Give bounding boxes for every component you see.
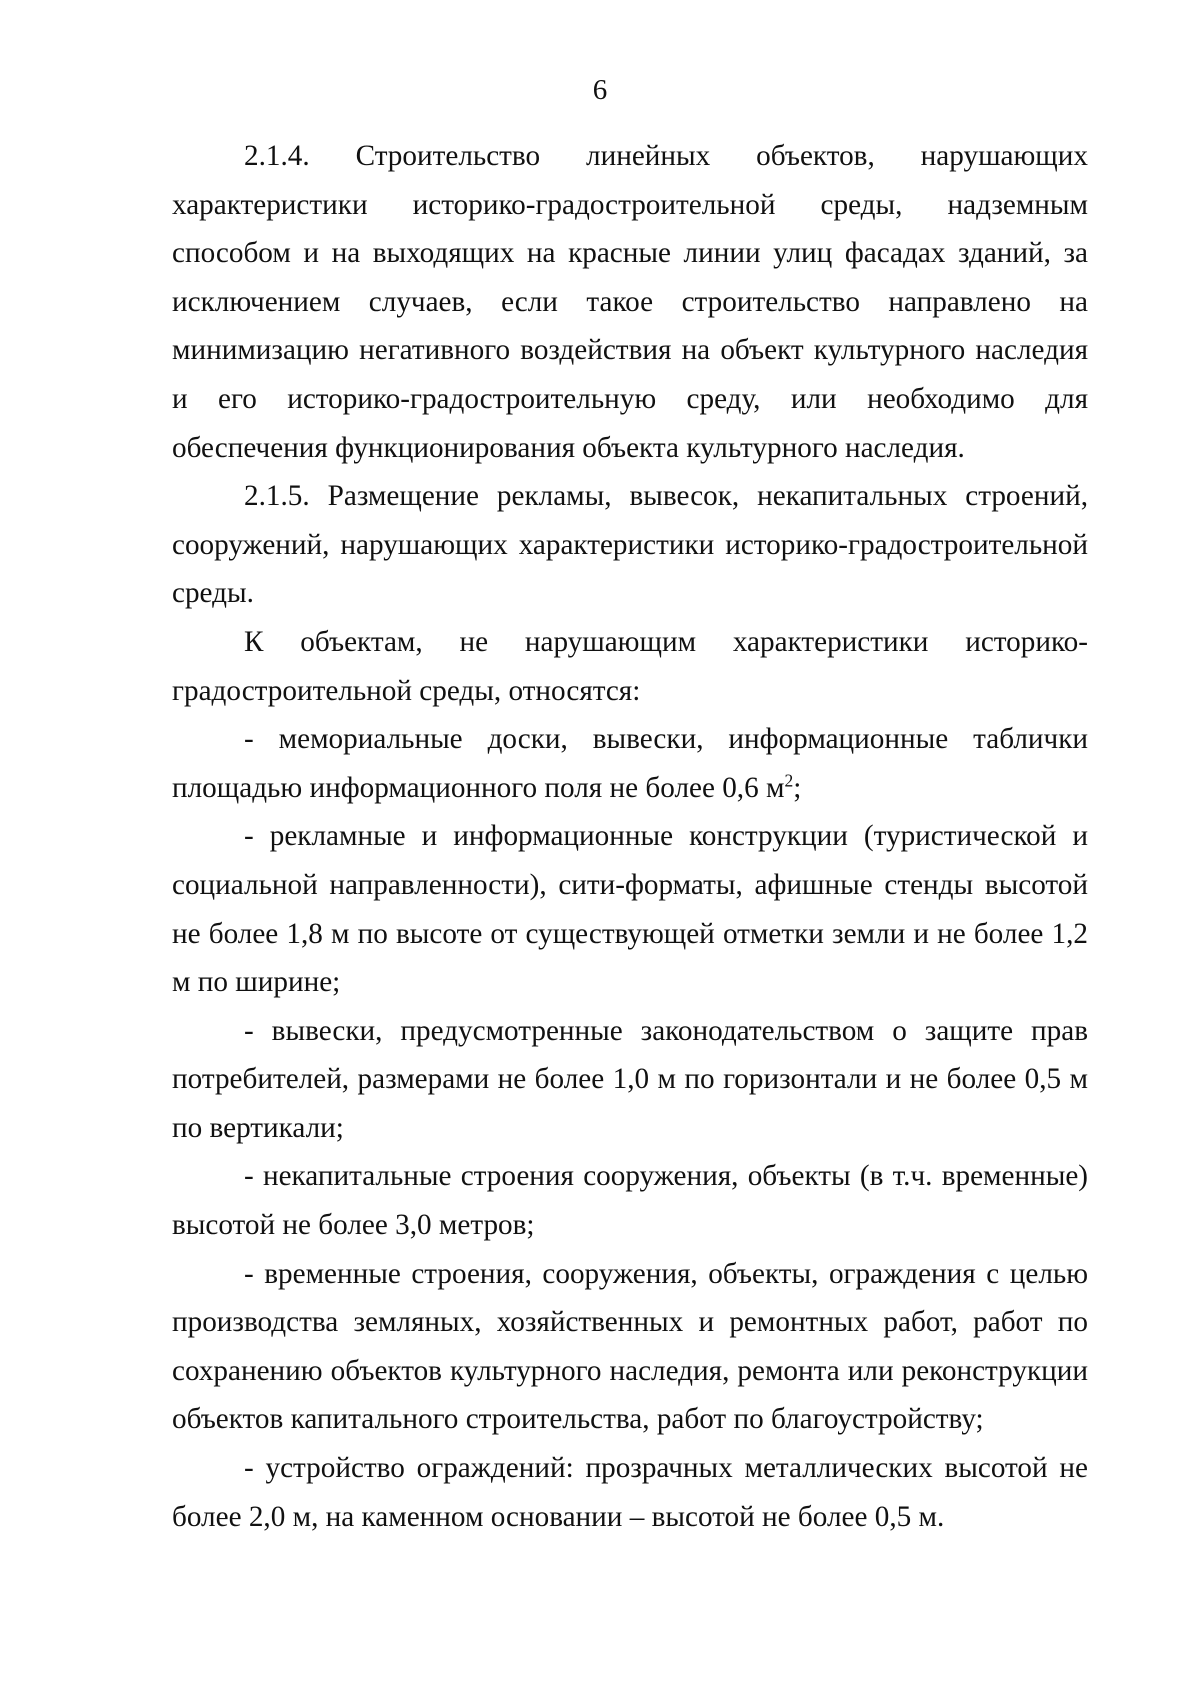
list-item-memorial-plaques — [172, 715, 1088, 812]
list-item-text: - мемориальные доски, вывески, информационные таблички площадью информационного поля не более 0,6 м — [172, 723, 1088, 804]
document-body — [172, 132, 1088, 1541]
list-item-advertising-structures: - рекламные и информационные конструкции (туристической и социальной направленности), сити-форматы, афишные стенды высотой не более 1,8 м по высоте от существующей отметки земли и не более 1,2 м по ширине; — [172, 820, 1088, 999]
list-item-temporary-structures: - временные строения, сооружения, объекты, ограждения с целью производства земляных, хозяйственных и ремонтных работ, работ по сохранению объектов культурного наследия, ремонта или реконструкции объектов капитального строительства, работ по благоустройству; — [172, 1257, 1088, 1436]
paragraph-2-1-5: 2.1.5. Размещение рекламы, вывесок, некапитальных строений, сооружений, нарушающих характеристики историко-градостроительной среды. — [172, 480, 1088, 610]
paragraph-intro: К объектам, не нарушающим характеристики историко-градостроительной среды, относятся: — [172, 625, 1088, 707]
list-item-signs: - вывески, предусмотренные законодательством о защите прав потребителей, размерами не более 1,0 м по горизонтали и не более 0,5 м по вертикали; — [172, 1014, 1088, 1144]
superscript: 2 — [784, 769, 794, 790]
page-number: 6 — [592, 74, 608, 106]
paragraph-2-1-4: 2.1.4. Строительство линейных объектов, нарушающих характеристики историко-градостроительной среды, надземным способом и на выходящих на красные линии улиц фасадах зданий, за исключением случаев, если такое строительство направлено на минимизацию негативного воздействия на объект культурного наследия и его историко-градостроительную среду, или необходимо для обеспечения функционирования объекта культурного наследия. — [172, 140, 1088, 464]
list-item-non-capital-structures: - некапитальные строения сооружения, объекты (в т.ч. временные) высотой не более 3,0 метров; — [172, 1160, 1088, 1242]
list-item-tail: ; — [793, 771, 802, 804]
list-item-fences: - устройство ограждений: прозрачных металлических высотой не более 2,0 м, на каменном основании – высотой не более 0,5 м. — [172, 1452, 1088, 1533]
